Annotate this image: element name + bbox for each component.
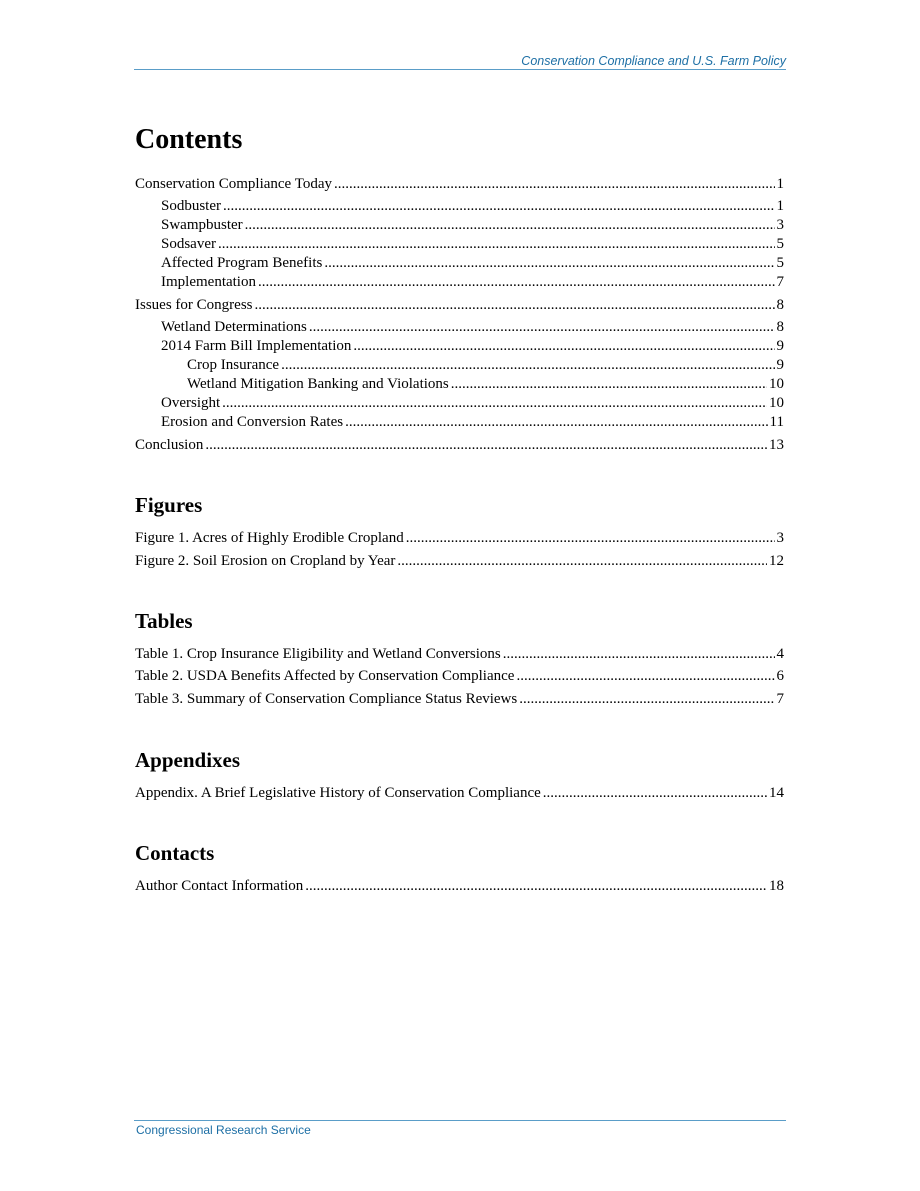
toc-entry[interactable]	[0, 667, 784, 685]
toc-entry-page: 10	[769, 376, 784, 392]
toc-entry-label: Erosion and Conversion Rates	[161, 414, 344, 430]
dot-leader	[451, 375, 767, 393]
toc-entry-page: 12	[769, 553, 784, 569]
dot-leader	[516, 667, 774, 685]
toc-entry[interactable]	[0, 784, 784, 802]
dot-leader	[519, 690, 774, 708]
toc-entry[interactable]	[0, 645, 784, 663]
toc-entry-label: Swampbuster	[161, 217, 243, 233]
toc-entry-label: Affected Program Benefits	[161, 255, 323, 271]
toc-entry-page: 13	[769, 437, 784, 453]
toc-entry[interactable]	[0, 690, 784, 708]
toc-entry-label: Figure 2. Soil Erosion on Cropland by Year	[135, 553, 396, 569]
toc-entry-label: Conclusion	[135, 437, 204, 453]
toc-entry-page: 4	[776, 646, 784, 662]
dot-leader	[281, 356, 774, 374]
toc-entry-page: 7	[776, 691, 784, 707]
toc-entry[interactable]	[0, 337, 784, 355]
dot-leader	[245, 216, 775, 234]
toc-entry-label: Wetland Mitigation Banking and Violations	[187, 376, 449, 392]
header-divider	[134, 69, 786, 70]
toc-entry-label: Figure 1. Acres of Highly Erodible Cropland	[135, 530, 404, 546]
toc-entry-label: 2014 Farm Bill Implementation	[161, 338, 352, 354]
toc-entry-label: Appendix. A Brief Legislative History of Conservation Compliance	[135, 785, 541, 801]
toc-entry[interactable]	[0, 296, 784, 314]
dot-leader	[334, 175, 775, 193]
footer-organization: Congressional Research Service	[136, 1123, 311, 1137]
toc-entry[interactable]	[0, 375, 784, 393]
dot-leader	[353, 337, 774, 355]
toc-entry-page: 8	[776, 319, 784, 335]
toc-entry-page: 9	[776, 357, 784, 373]
appendixes-heading: Appendixes	[135, 748, 241, 772]
dot-leader	[258, 273, 775, 291]
dot-leader	[255, 296, 775, 314]
contacts-heading: Contacts	[135, 841, 215, 865]
tables-heading: Tables	[135, 609, 193, 633]
dot-leader	[345, 413, 767, 431]
figures-heading: Figures	[135, 493, 203, 517]
toc-entry-label: Table 1. Crop Insurance Eligibility and Wetland Conversions	[135, 646, 501, 662]
dot-leader	[222, 394, 767, 412]
toc-entry[interactable]	[0, 356, 784, 374]
toc-entry-page: 5	[776, 236, 784, 252]
toc-entry-page: 3	[776, 530, 784, 546]
dot-leader	[324, 254, 774, 272]
toc-entry-page: 8	[776, 297, 784, 313]
running-header-title: Conservation Compliance and U.S. Farm Policy	[521, 54, 786, 68]
toc-entry[interactable]	[0, 273, 784, 291]
toc-entry-label: Author Contact Information	[135, 878, 304, 894]
toc-entry-page: 5	[776, 255, 784, 271]
toc-entry-label: Conservation Compliance Today	[135, 176, 332, 192]
toc-entry[interactable]	[0, 235, 784, 253]
toc-entry-label: Sodbuster	[161, 198, 221, 214]
toc-entry-page: 1	[776, 176, 784, 192]
toc-entry[interactable]	[0, 529, 784, 547]
toc-entry-page: 3	[776, 217, 784, 233]
dot-leader	[218, 235, 775, 253]
toc-entry-label: Crop Insurance	[187, 357, 280, 373]
footer-divider	[134, 1120, 786, 1121]
toc-entry[interactable]	[0, 318, 784, 336]
toc-entry-page: 9	[776, 338, 784, 354]
toc-entry-label: Sodsaver	[161, 236, 216, 252]
dot-leader	[309, 318, 775, 336]
toc-entry-label: Wetland Determinations	[161, 319, 307, 335]
dot-leader	[543, 784, 767, 802]
dot-leader	[503, 645, 775, 663]
toc-entry[interactable]	[0, 552, 784, 570]
toc-entry[interactable]	[0, 197, 784, 215]
toc-entry-label: Implementation	[161, 274, 256, 290]
toc-entry[interactable]	[0, 254, 784, 272]
toc-entry[interactable]	[0, 436, 784, 454]
toc-entry-label: Table 3. Summary of Conservation Compliance Status Reviews	[135, 691, 518, 707]
toc-entry-page: 10	[769, 395, 784, 411]
toc-entry-page: 14	[769, 785, 784, 801]
dot-leader	[205, 436, 767, 454]
dot-leader	[406, 529, 775, 547]
dot-leader	[305, 877, 767, 895]
toc-entry-page: 7	[776, 274, 784, 290]
toc-entry-page: 6	[776, 668, 784, 684]
toc-entry-page: 1	[776, 198, 784, 214]
toc-entry[interactable]	[0, 877, 784, 895]
toc-entry[interactable]	[0, 216, 784, 234]
toc-entry[interactable]	[0, 413, 784, 431]
toc-entry[interactable]	[0, 175, 784, 193]
toc-entry-label: Issues for Congress	[135, 297, 253, 313]
dot-leader	[223, 197, 775, 215]
toc-entry-page: 18	[769, 878, 784, 894]
toc-entry-label: Table 2. USDA Benefits Affected by Conservation Compliance	[135, 668, 515, 684]
dot-leader	[397, 552, 767, 570]
toc-entry[interactable]	[0, 394, 784, 412]
contents-heading: Contents	[135, 124, 243, 155]
toc-entry-label: Oversight	[161, 395, 221, 411]
toc-entry-page: 11	[769, 414, 784, 430]
